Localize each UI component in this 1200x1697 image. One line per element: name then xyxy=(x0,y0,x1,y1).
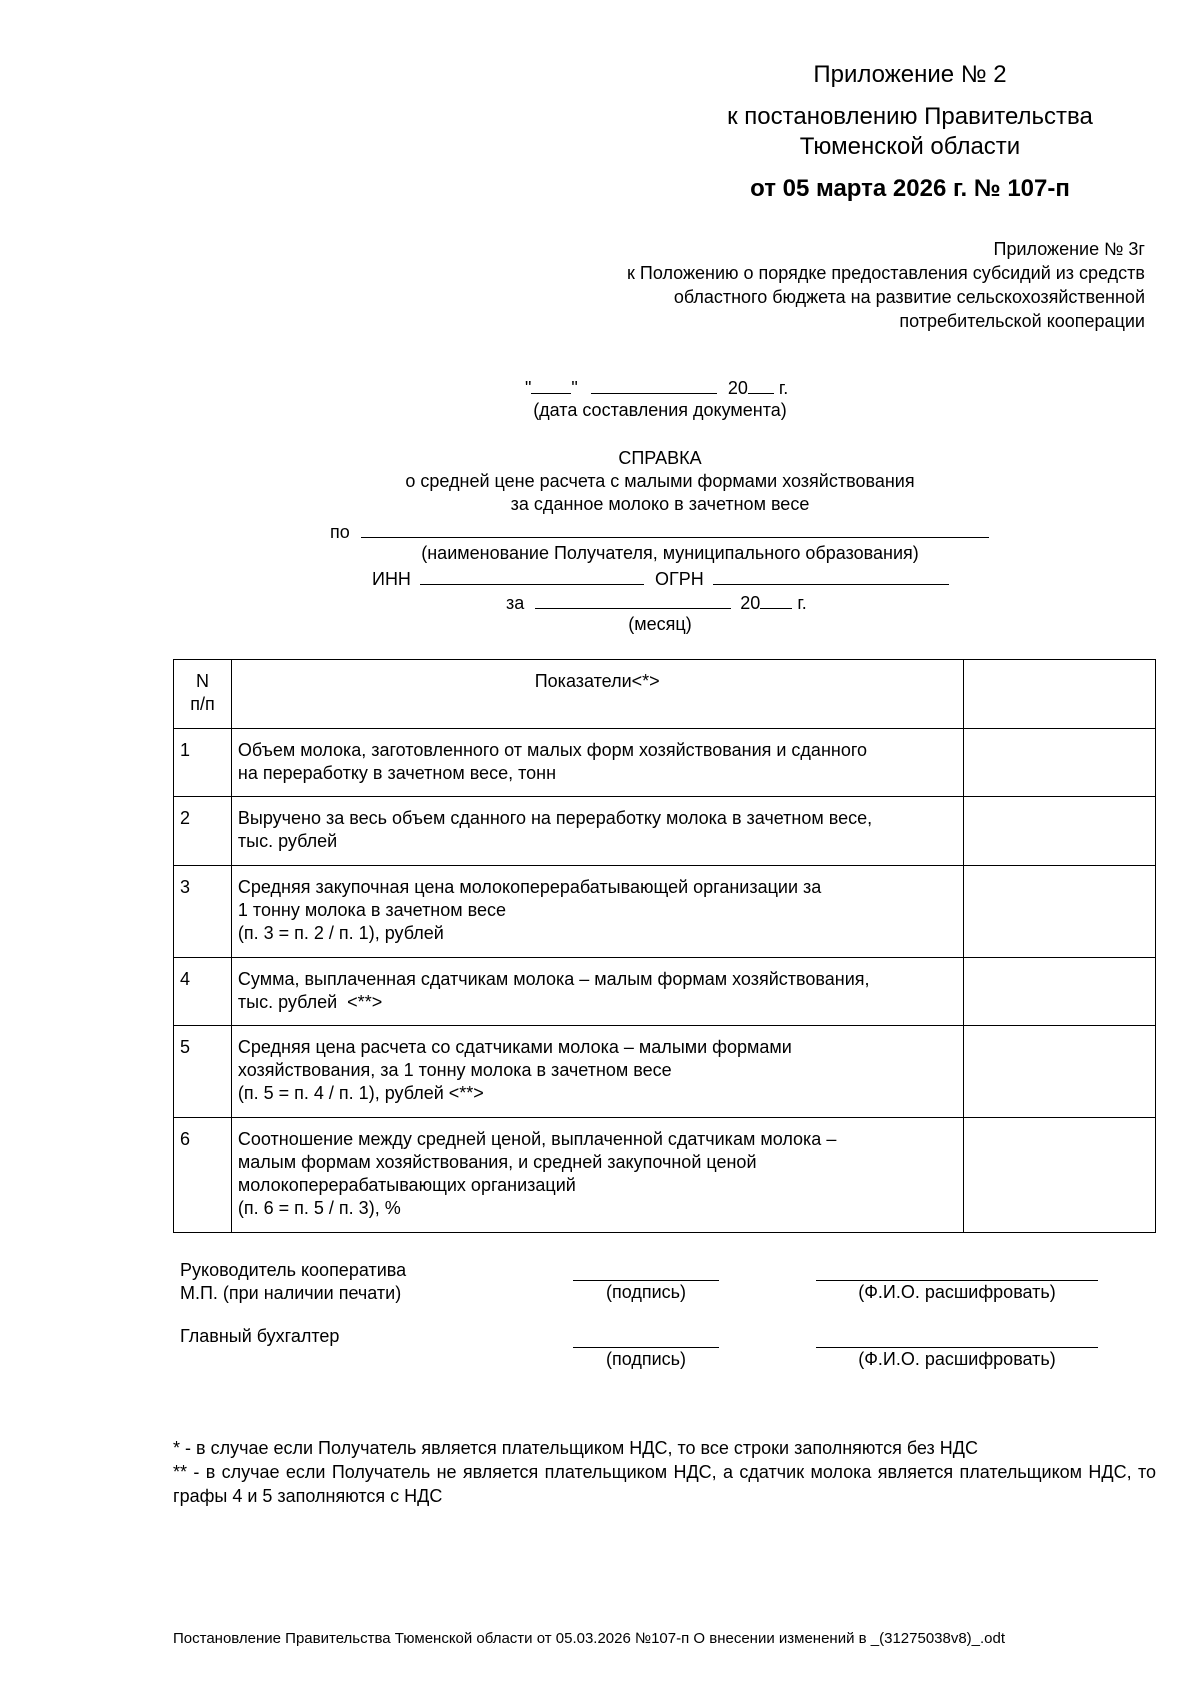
inn-label: ИНН xyxy=(372,569,411,589)
inn-ogrn-line xyxy=(372,566,949,590)
period-year-field[interactable] xyxy=(760,590,792,609)
row-indicator: Объем молока, заготовленного от малых форм хозяйствования и сданного на переработку в зачетном весе, тонн xyxy=(231,729,963,797)
accountant-signature-field[interactable] xyxy=(573,1347,719,1348)
table-row xyxy=(174,797,1156,866)
head-title: Руководитель кооператива xyxy=(180,1260,407,1280)
year-field[interactable] xyxy=(748,375,774,394)
name-caption: (Ф.И.О. расшифровать) xyxy=(858,1282,1056,1302)
head-name-field[interactable] xyxy=(816,1280,1098,1281)
head-signature-field[interactable] xyxy=(573,1280,719,1281)
period-month-field[interactable] xyxy=(535,590,731,609)
to-resolution: к постановлению Правительства xyxy=(727,103,1093,130)
table-row xyxy=(174,866,1156,958)
recipient-name-field[interactable] xyxy=(361,519,989,538)
row-value-field[interactable] xyxy=(963,1026,1156,1118)
row-indicator: Сумма, выплаченная сдатчикам молока – малым формам хозяйствования, тыс. рублей <**> xyxy=(231,958,963,1026)
table-row xyxy=(174,1118,1156,1233)
inn-field[interactable] xyxy=(420,566,644,585)
sub-appendix-line2: областного бюджета на развитие сельскохозяйственной xyxy=(673,287,1145,307)
sub-appendix-number: Приложение № 3г xyxy=(993,239,1145,259)
row-number: 1 xyxy=(174,729,232,797)
recipient-line: по xyxy=(330,519,989,543)
header-indicators-cell: Показатели<*> xyxy=(231,660,963,729)
row-number: 3 xyxy=(174,866,232,958)
document-date-line: " " 20 г. xyxy=(525,375,788,399)
head-signature-label xyxy=(180,1259,406,1305)
region-name: Тюменской области xyxy=(799,133,1021,160)
sub-appendix-header xyxy=(495,237,1145,333)
row-value-field[interactable] xyxy=(963,866,1156,958)
month-caption: (месяц) xyxy=(628,614,692,634)
footnote-2: ** - в случае если Получатель не является плательщиком НДС, а сдатчик молока является плательщиком НДС, то графы 4 и 5 заполняются с НДС xyxy=(173,1462,1156,1506)
title-line1: о средней цене расчета с малыми формами хозяйствования xyxy=(405,471,915,491)
month-field[interactable] xyxy=(591,375,717,394)
recipient-caption: (наименование Получателя, муниципального образования) xyxy=(421,543,919,563)
row-indicator: Средняя цена расчета со сдатчиками молока – малыми формами хозяйствования, за 1 тонну молока в зачетном весе (п. 5 = п. 4 / п. 1), рублей <**> xyxy=(231,1026,963,1118)
table-row xyxy=(174,958,1156,1026)
row-value-field[interactable] xyxy=(963,958,1156,1026)
row-indicator: Соотношение между средней ценой, выплаченной сдатчикам молока – малым формам хозяйствования, и средней закупочной ценой молокоперерабатывающих организаций (п. 6 = п. 5 / п. 3), % xyxy=(231,1118,963,1233)
signature-caption: (подпись) xyxy=(605,1282,687,1302)
document-title xyxy=(360,447,960,516)
footnotes xyxy=(173,1436,1156,1508)
accountant-label: Главный бухгалтер xyxy=(180,1326,340,1346)
ogrn-label: ОГРН xyxy=(654,569,704,589)
header-value-cell xyxy=(963,660,1156,729)
table-row xyxy=(174,1026,1156,1118)
header-num-cell: N п/п xyxy=(174,660,232,729)
table-row xyxy=(174,729,1156,797)
resolution-date: от 05 марта 2026 г. № 107-п xyxy=(750,175,1070,202)
title-line2: за сданное молоко в зачетном весе xyxy=(510,494,810,514)
document-footer: Постановление Правительства Тюменской области от 05.03.2026 №107-п О внесении изменений в _(31275038v8)_.odt xyxy=(173,1630,1006,1647)
ogrn-field[interactable] xyxy=(713,566,949,585)
row-number: 6 xyxy=(174,1118,232,1233)
row-indicator: Средняя закупочная цена молокоперерабатывающей организации за 1 тонну молока в зачетном весе (п. 3 = п. 2 / п. 1), рублей xyxy=(231,866,963,958)
signature-caption: (подпись) xyxy=(605,1349,687,1369)
title-main: СПРАВКА xyxy=(618,448,702,468)
stamp-note: М.П. (при наличии печати) xyxy=(180,1283,402,1303)
day-field[interactable] xyxy=(531,375,571,394)
table-header-row xyxy=(174,660,1156,729)
appendix-number: Приложение № 2 xyxy=(813,61,1007,88)
name-caption: (Ф.И.О. расшифровать) xyxy=(858,1349,1056,1369)
row-value-field[interactable] xyxy=(963,797,1156,866)
row-number: 4 xyxy=(174,958,232,1026)
row-value-field[interactable] xyxy=(963,1118,1156,1233)
row-indicator: Выручено за весь объем сданного на переработку молока в зачетном весе, тыс. рублей xyxy=(231,797,963,866)
footnote-1: * - в случае если Получатель является плательщиком НДС, то все строки заполняются без НДС xyxy=(173,1438,978,1458)
indicators-table xyxy=(173,659,1156,1233)
period-line: за 20 г. xyxy=(506,590,807,614)
sub-appendix-line3: потребительской кооперации xyxy=(899,311,1145,331)
sub-appendix-line1: к Положению о порядке предоставления субсидий из средств xyxy=(627,263,1145,283)
date-caption: (дата составления документа) xyxy=(533,400,787,420)
row-number: 5 xyxy=(174,1026,232,1118)
accountant-name-field[interactable] xyxy=(816,1347,1098,1348)
row-number: 2 xyxy=(174,797,232,866)
row-value-field[interactable] xyxy=(963,729,1156,797)
